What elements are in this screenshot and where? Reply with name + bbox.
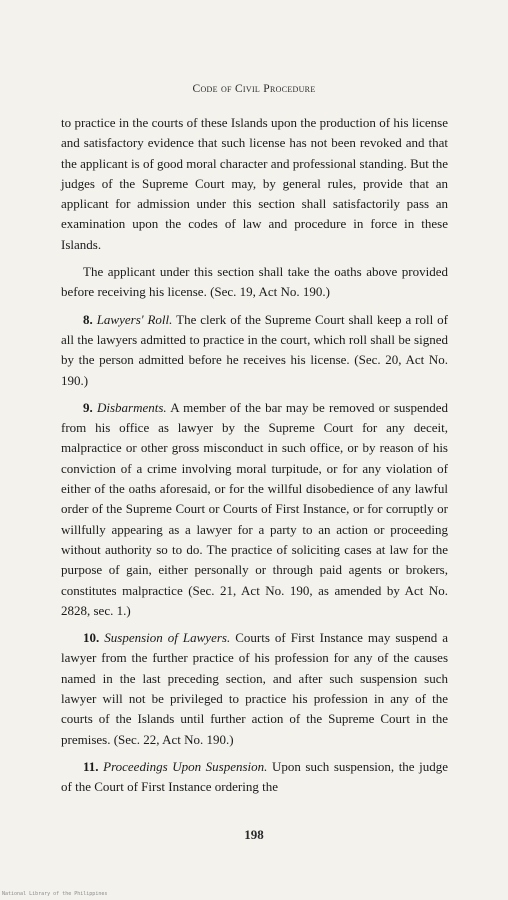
- section-9-number: 9.: [83, 399, 93, 415]
- page-number: 198: [244, 827, 264, 842]
- section-8-text: The clerk of the Supreme Court shall keep a roll of all the lawyers admitted to practice in the court, which roll shall be signed by the person admitted before he receives his license. (Sec. 20, Act No. 190.): [61, 311, 449, 388]
- paragraph-continuation: to practice in the courts of these Islands upon the production of his license and satisfactory evidence that such license has not been revoked and that the applicant is of good moral character and professional standing. But the judges of the Supreme Court may, by general rules, provide that an applicant for admission under this section shall satisfactorily pass an examination upon the codes of law and procedure in force in these Islands.: [61, 115, 448, 252]
- section-9-title: Disbarments.: [96, 399, 167, 415]
- running-header: Code of Civil Procedure: [192, 83, 316, 95]
- section-9-text: A member of the bar may be removed or suspended from his office as lawyer by the Supreme Court for any deceit, malpractice or other gross misconduct in such office, or by reason of his conviction of a crime involving moral turpitude, or for any violation of either of the oaths aforesaid, or for the willful disobedience of any lawful order of the Supreme Court or Courts of First Instance, or for corruptly or willfully appearing as a lawyer for a party to an action or proceeding without authority so to do. The practice of soliciting cases at law for the purpose of gain, either personally or through paid agents or brokers, constitutes malpractice (Sec. 21, Act No. 190, as amended by Act No. 2828, sec. 1.): [61, 399, 448, 618]
- scan-footer-note: National Library of the Philippines: [2, 891, 108, 897]
- section-9: [61, 398, 448, 621]
- section-11: [61, 757, 448, 798]
- section-10-title: Suspension of Lawyers.: [104, 630, 231, 646]
- section-11-title: Proceedings Upon Suspension.: [103, 758, 268, 774]
- section-8: [61, 310, 448, 391]
- section-10-text: Courts of First Instance may suspend a lawyer from the further practice of his profession for any of the causes named in the last preceding section, and after such suspension such lawyer will not be privileged to practice his profession in any of the courts of the Islands until further action of the Supreme Court in the premises. (Sec. 22, Act No. 190.): [61, 630, 449, 747]
- section-8-title: Lawyers' Roll.: [96, 311, 173, 327]
- section-11-text: Upon such suspension, the judge of the Court of First Instance ordering the: [61, 758, 449, 795]
- section-8-number: 8.: [83, 311, 93, 327]
- section-10-number: 10.: [83, 630, 100, 646]
- section-11-number: 11.: [83, 758, 99, 774]
- section-10: [61, 628, 448, 750]
- page-body: [61, 113, 448, 805]
- paragraph-oath: The applicant under this section shall take the oaths above provided before receiving his license. (Sec. 19, Act No. 190.): [61, 264, 448, 300]
